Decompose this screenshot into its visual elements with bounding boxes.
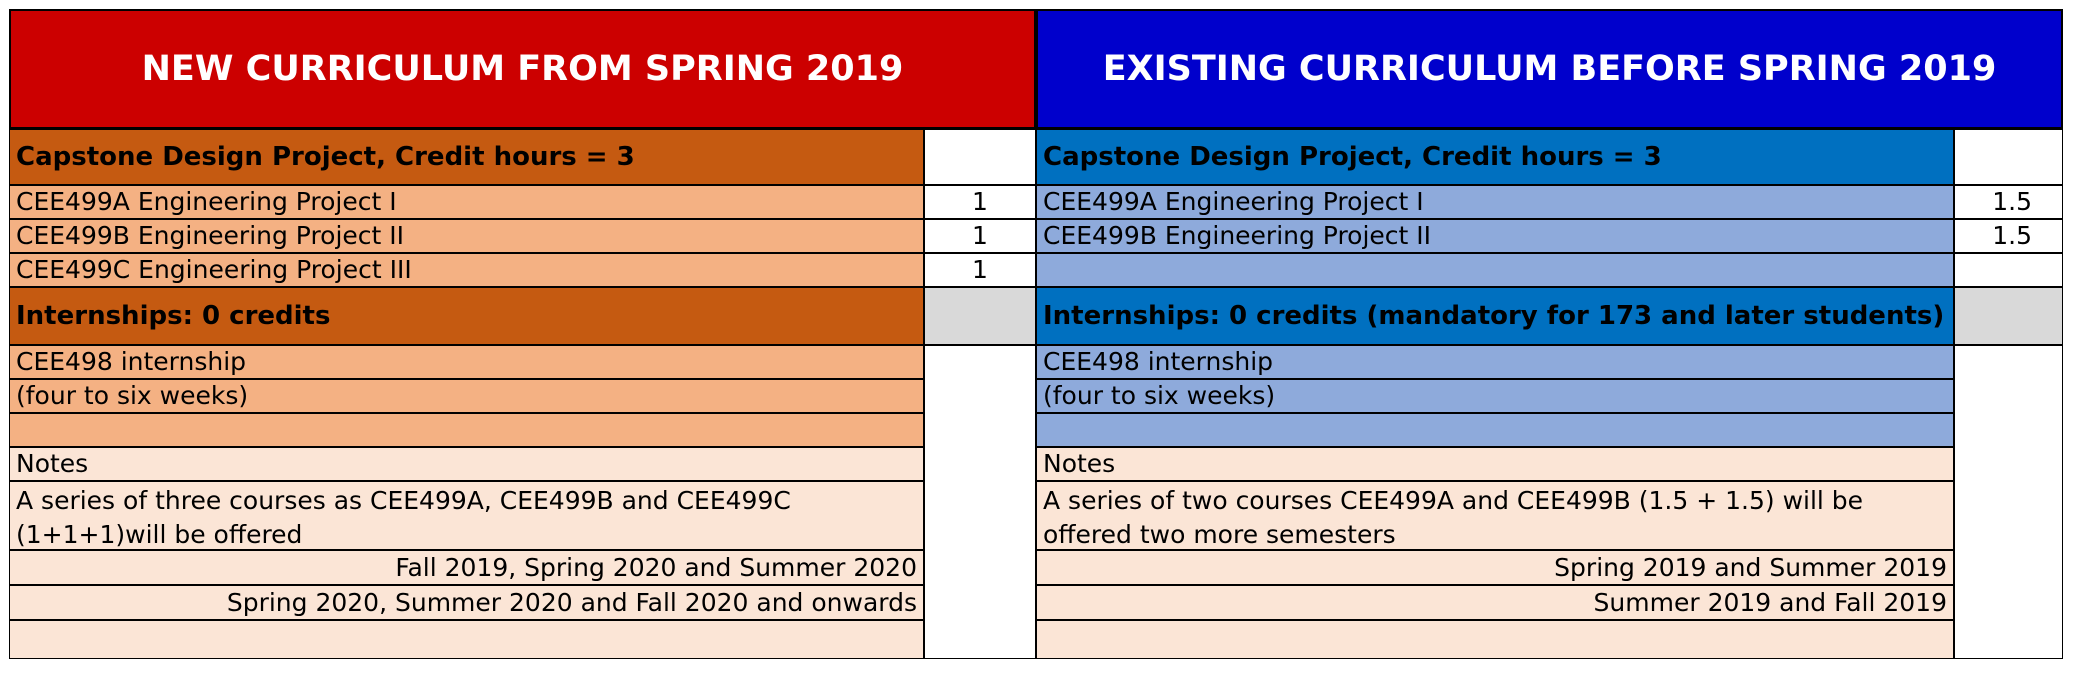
existing-notes-text: A series of two courses CEE499A and CEE499B (1.5 + 1.5) will be offered two more semesters bbox=[1036, 481, 1954, 550]
new-capstone-title: Capstone Design Project, Credit hours = 3 bbox=[9, 129, 924, 185]
existing-internship-grey-cell bbox=[1954, 287, 2063, 345]
existing-schedule: Summer 2019 and Fall 2019 bbox=[1036, 585, 1954, 620]
new-course-name: CEE499A Engineering Project I bbox=[9, 185, 924, 219]
new-merged-blank-column bbox=[924, 345, 1036, 659]
new-course-credits: 1 bbox=[924, 253, 1036, 287]
curriculum-sheet bbox=[9, 9, 2063, 659]
new-course-credits: 1 bbox=[924, 185, 1036, 219]
new-internship-line: CEE498 internship bbox=[9, 345, 924, 379]
existing-curriculum-header: EXISTING CURRICULUM BEFORE SPRING 2019 bbox=[1036, 9, 2063, 129]
existing-course-name: CEE499B Engineering Project II bbox=[1036, 219, 1954, 253]
new-capstone-credit-blank bbox=[924, 129, 1036, 185]
existing-blank-row bbox=[1036, 413, 1954, 447]
new-course-name: CEE499B Engineering Project II bbox=[9, 219, 924, 253]
existing-blank-row bbox=[1036, 253, 1954, 287]
new-blank-row bbox=[9, 413, 924, 447]
new-schedule: Spring 2020, Summer 2020 and Fall 2020 and onwards bbox=[9, 585, 924, 620]
new-course-credits: 1 bbox=[924, 219, 1036, 253]
new-internship-line: (four to six weeks) bbox=[9, 379, 924, 413]
new-notes-label: Notes bbox=[9, 447, 924, 481]
existing-capstone-title: Capstone Design Project, Credit hours = 3 bbox=[1036, 129, 1954, 185]
existing-schedule: Spring 2019 and Summer 2019 bbox=[1036, 550, 1954, 585]
new-notes-text: A series of three courses as CEE499A, CEE499B and CEE499C (1+1+1)will be offered bbox=[9, 481, 924, 550]
new-schedule: Fall 2019, Spring 2020 and Summer 2020 bbox=[9, 550, 924, 585]
new-internship-title: Internships: 0 credits bbox=[9, 287, 924, 345]
existing-course-credits: 1.5 bbox=[1954, 185, 2063, 219]
new-blank-row bbox=[9, 620, 924, 659]
existing-blank-credit bbox=[1954, 253, 2063, 287]
existing-course-credits: 1.5 bbox=[1954, 219, 2063, 253]
new-course-name: CEE499C Engineering Project III bbox=[9, 253, 924, 287]
existing-internship-title: Internships: 0 credits (mandatory for 173 and later students) bbox=[1036, 287, 1954, 345]
new-internship-grey-cell bbox=[924, 287, 1036, 345]
existing-notes-label: Notes bbox=[1036, 447, 1954, 481]
existing-blank-row bbox=[1036, 620, 1954, 659]
existing-internship-line: (four to six weeks) bbox=[1036, 379, 1954, 413]
existing-internship-line: CEE498 internship bbox=[1036, 345, 1954, 379]
new-curriculum-header: NEW CURRICULUM FROM SPRING 2019 bbox=[9, 9, 1036, 129]
existing-course-name: CEE499A Engineering Project I bbox=[1036, 185, 1954, 219]
existing-merged-blank-column bbox=[1954, 345, 2063, 659]
existing-capstone-credit-blank bbox=[1954, 129, 2063, 185]
